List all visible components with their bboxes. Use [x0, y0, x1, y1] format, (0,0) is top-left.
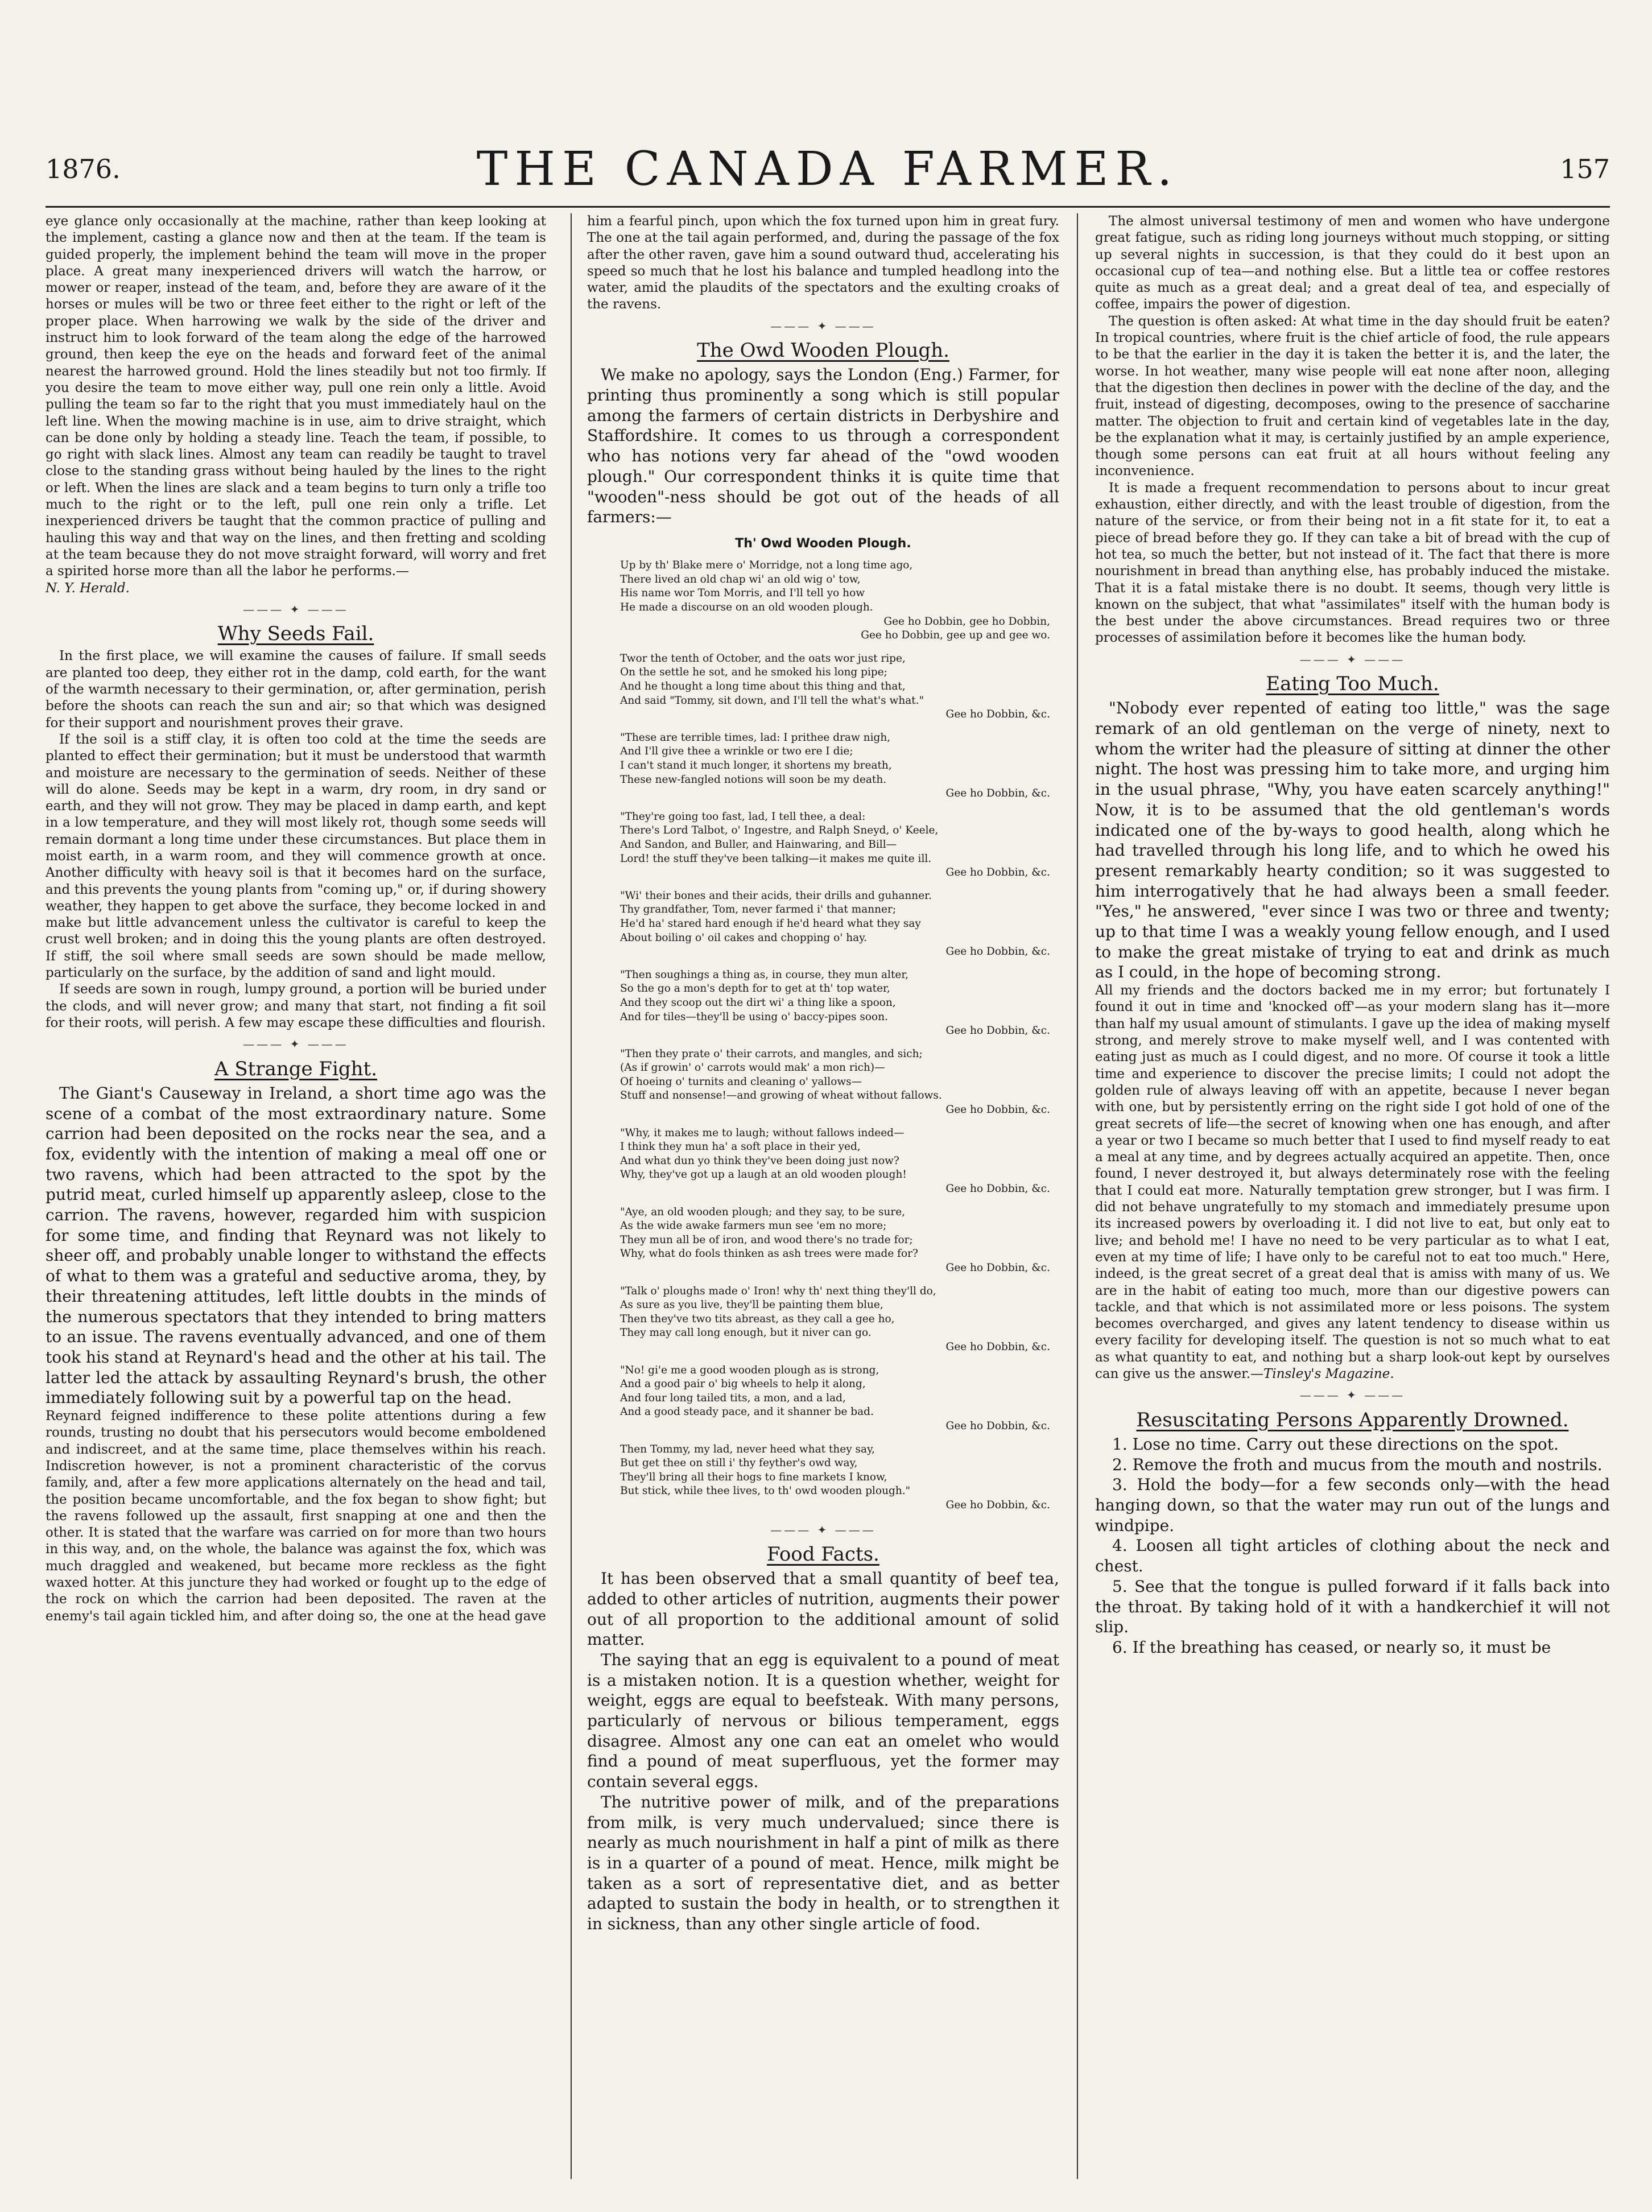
poem-line: Twor the tenth of October, and the oats wor just ripe, — [620, 652, 906, 665]
article-food-facts — [587, 1569, 1059, 1934]
poem-line: On the settle he sot, and he smoked his long pipe; — [620, 666, 887, 679]
poem-line: And he thought a long time about this thing and that, — [620, 680, 906, 693]
poem-line: But get thee on still i' thy feyther's owd way, — [620, 1457, 858, 1470]
paragraph: It is made a frequent recommendation to persons about to incur great exhaustion, either directly, and with the least trouble of digestion, from the nature of the service, or from their being not in a fit state for it, to eat a piece of bread before they go. If they can take a bit of bread with the cup of hot tea, so much the better, but not instead of it. The fact that there is more nourishment in bread than anything else, has probably induced the mistake. That it is a fatal mistake there is no doubt. It seems, though very little is known on the subject, that what "assimilates" itself with the human body is the best under the above circumstances. Bread requires two or three processes of assimilation before it becomes like the human body. — [1095, 480, 1610, 646]
poem-line: Up by th' Blake mere o' Morridge, not a long time ago, — [620, 559, 913, 572]
article-heading: Why Seeds Fail. — [217, 622, 374, 646]
poem-line: As the wide awake farmers mun see 'em no more; — [620, 1220, 887, 1232]
poem-line: "Talk o' ploughs made o' Iron! why th' next thing they'll do, — [620, 1285, 936, 1297]
poem-stanza — [620, 889, 1059, 959]
poem-line: But stick, while thee lives, to th' owd wooden plough." — [620, 1485, 911, 1497]
paragraph: We make no apology, says the London (Eng.) Farmer, for printing thus prominently a song which is still popular among the farmers of certain districts in Derbyshire and Staffordshire. It comes to us through a correspondent who has notions very far ahead of the "owd wooden plough." Our correspondent thinks it is quite time that "wooden"-ness should be got out of the heads of all farmers:— — [587, 365, 1059, 527]
poem-line: Then they've two tits abreast, as they call a gee ho, — [620, 1313, 895, 1325]
poem-line: His name wor Tom Morris, and I'll tell yo how — [620, 587, 865, 600]
column-1 — [46, 213, 546, 2179]
masthead — [46, 142, 1610, 205]
poem-line: Then Tommy, my lad, never heed what they say, — [620, 1443, 875, 1455]
poem-line: And what dun yo think they've been doing just now? — [620, 1154, 899, 1167]
list-item: 6. If the breathing has ceased, or nearly so, it must be — [1112, 1637, 1551, 1657]
poem-line: They may call long enough, but it niver can go. — [620, 1327, 872, 1339]
paragraph: Reynard feigned indifference to these polite attentions during a few rounds, trusting no doubt that his persecutors would become emboldened and indiscreet, and at the same time, place themselves within his reach. Indiscretion however, is not a prominent characteristic of the corvus family, and, after a few more applications alternately on the head and tail, the position became uncomfortable, and the fox began to show fight; but the ravens followed up the assault, first snapping at one and then the other. It is stated that the warfare was carried on for more than two hours in this way, and, on the whole, the balance was against the fox, which was much draggled and weakened, but became more reckless as the fight waxed hotter. At this juncture they had worked or fought up to the edge of the rock on which the carrion had been deposited. The raven at the enemy's tail again tickled him, and after doing so, the one at the head gave — [46, 1409, 546, 1624]
poem-stanza — [620, 1206, 1059, 1276]
poem-chorus: Gee ho Dobbin, &c. — [945, 1025, 1050, 1037]
poem — [587, 559, 1059, 1512]
poem-chorus: Gee ho Dobbin, &c. — [945, 787, 1050, 800]
poem-line: Why, what do fools thinken as ash trees were made for? — [620, 1248, 918, 1260]
poem-stanza — [620, 1047, 1059, 1117]
poem-line: So the go a mon's depth for to get at th' top water, — [620, 983, 890, 995]
paragraph: The almost universal testimony of men and women who have undergone great fatigue, such as riding long journeys without much stopping, or sitting up several nights in succession, is that they could do it best upon an occasional cup of tea—and nothing else. But a little tea or coffee restores quite as much as a great deal; and a great deal of tea, and especially of coffee, impairs the power of digestion. — [1095, 214, 1610, 312]
article-food-facts-continued — [1095, 213, 1610, 647]
column-divider-2 — [1077, 213, 1078, 2179]
poem-stanza — [620, 968, 1059, 1038]
poem-line: (As if growin' o' carrots would mak' a mon rich)— — [620, 1062, 885, 1074]
article-heading: Food Facts. — [767, 1542, 879, 1566]
poem-stanza — [620, 1126, 1059, 1196]
poem-stanza — [620, 1364, 1059, 1434]
poem-line: And I'll give thee a wrinkle or two ere I die; — [620, 745, 853, 758]
poem-stanza — [620, 559, 1059, 643]
paragraph: The nutritive power of milk, and of the preparations from milk, is very much undervalued; since there is nearly as much nourishment in half a pint of milk as there is in a quarter of a pound of meat. Hence, milk might be taken as a sort of representative diet, and as better adapted to sustain the body in health, or to strengthen it in sickness, than any other single article of food. — [587, 1792, 1059, 1934]
paragraph: If seeds are sown in rough, lumpy ground, a portion will be buried under the clods, and will never grow; and many that start, not finding a fit soil for their roots, will perish. A few may escape these difficulties and flourish. — [46, 982, 546, 1030]
article-heading: Resuscitating Persons Apparently Drowned. — [1136, 1408, 1569, 1431]
poem-line: "Then they prate o' their carrots, and mangles, and sich; — [620, 1047, 923, 1060]
poem-stanza — [620, 810, 1059, 880]
page-number: 157 — [1560, 154, 1610, 184]
poem-line: I can't stand it much longer, it shortens my breath, — [620, 760, 892, 772]
newspaper-title: THE CANADA FARMER. — [476, 142, 1179, 196]
poem-chorus: Gee ho Dobbin, gee up and gee wo. — [861, 629, 1050, 642]
poem-chorus: Gee ho Dobbin, &c. — [945, 946, 1050, 958]
poem-line: He made a discourse on an old wooden plough. — [620, 601, 873, 614]
poem-line: And Sandon, and Buller, and Hainwaring, and Bill— — [620, 838, 897, 851]
poem-line: They'll bring all their hogs to fine markets I know, — [620, 1471, 887, 1483]
paragraph: The Giant's Causeway in Ireland, a short time ago was the scene of a combat of the most extraordinary nature. Some carrion had been deposited on the rocks near the sea, and a fox, evidently with the intention of making a meal off one or two ravens, which had been attracted to the spot by the putrid meat, curled himself up apparently asleep, close to the carrion. The ravens, however, regarded him with suspicion for some time, and finding that Reynard was not likely to sheer off, and probably unable longer to withstand the effects of what to them was a grateful and seductive aroma, they, by their threatening attitudes, left little doubts in the minds of the numerous spectators that they intended to bring matters to an issue. The ravens eventually advanced, and one of them took his stand at Reynard's head and the other at his tail. The latter led the attack by assaulting Reynard's brush, the other immediately following suit by a powerful tap on the head. — [46, 1083, 546, 1408]
poem-chorus: Gee ho Dobbin, &c. — [945, 866, 1050, 879]
poem-line: And four long tailed tits, a mon, and a lad, — [620, 1392, 846, 1404]
masthead-rule — [46, 206, 1610, 208]
section-divider: ——— ✦ ——— — [1299, 1388, 1406, 1402]
poem-line: They mun all be of iron, and wood there's no trade for; — [620, 1233, 913, 1246]
article-owd-wooden-plough — [587, 365, 1059, 527]
column-3 — [1095, 213, 1610, 2179]
list-item: 1. Lose no time. Carry out these directions on the spot. — [1112, 1434, 1559, 1454]
poem-chorus: Gee ho Dobbin, gee ho Dobbin, — [883, 615, 1050, 628]
section-divider: ——— ✦ ——— — [770, 1522, 876, 1537]
poem-stanza — [620, 652, 1059, 722]
article-resuscitating — [1095, 1434, 1610, 1658]
poem-line: As sure as you live, they'll be painting them blue, — [620, 1299, 883, 1311]
paragraph: him a fearful pinch, upon which the fox turned upon him in great fury. The one at the tail again performed, and, during the passage of the fox after the other raven, gave him a sound outward thud, accelerating his speed so much that he lost his balance and tumpled headlong into the water, amid the plaudits of the spectators and the exulting croaks of the ravens. — [587, 214, 1059, 312]
poem-line: "Why, it makes me to laugh; without fallows indeed— — [620, 1126, 905, 1139]
poem-stanza — [620, 1443, 1059, 1513]
poem-chorus: Gee ho Dobbin, &c. — [945, 1499, 1050, 1511]
article-why-seeds-fail — [46, 648, 546, 1031]
poem-chorus: Gee ho Dobbin, &c. — [945, 1262, 1050, 1274]
poem-line: And for tiles—they'll be using o' baccy-pipes soon. — [620, 1010, 888, 1023]
poem-line: Stuff and nonsense!—and growing of wheat without fallows. — [620, 1090, 942, 1102]
paragraph — [1095, 983, 1610, 1383]
poem-line: "Aye, an old wooden plough; and they say, to be sure, — [620, 1206, 906, 1218]
paragraph: The question is often asked: At what time in the day should fruit be eaten? In tropical countries, where fruit is the chief article of food, the rule appears to be that the earlier in the day it is taken the better it is, and the later, the worse. In hot weather, many wise people will eat none after noon, alleging that the digestion then declines in power with the decline of the day, and the fruit, instead of digesting, decomposes, owing to the presence of saccharine matter. The objection to fruit and certain kind of vegetables late in the day, be the explanation what it may, is certainly justified by an ample experience, though some persons can eat fruit at all hours without feeling any inconvenience. — [1095, 313, 1610, 479]
paragraph: The saying that an egg is equivalent to a pound of meat is a mistaken notion. It is a question whether, weight for weight, eggs are equal to beefsteak. With many persons, particularly of nervous or bilious temperament, eggs disagree. Almost any one can eat an omelet who would find a pound of meat superfluous, yet the former may contain several eggs. — [587, 1650, 1059, 1792]
article-eating-too-much — [1095, 698, 1610, 1383]
section-divider: ——— ✦ ——— — [1299, 652, 1406, 666]
list-item: 5. See that the tongue is pulled forward if it falls back into the throat. By taking hold of it with a handkerchief it will not slip. — [1095, 1577, 1610, 1637]
poem-stanza — [620, 1285, 1059, 1355]
article-heading: Eating Too Much. — [1266, 672, 1439, 696]
poem-line: "These are terrible times, lad: I prithee draw nigh, — [620, 731, 891, 744]
poem-line: "No! gi'e me a good wooden plough as is strong, — [620, 1364, 879, 1376]
article-heading: The Owd Wooden Plough. — [697, 339, 949, 362]
article-credit: N. Y. Herald. — [46, 580, 130, 596]
poem-chorus: Gee ho Dobbin, &c. — [945, 1183, 1050, 1195]
issue-year: 1876. — [46, 154, 121, 184]
paragraph-text: All my friends and the doctors backed me in my error; but fortunately I found it out in time and 'knocked off'—as your modern slang has it—more than half my usual amount of stimulants. I gave up the idea of making myself strong, and merely strove to make myself well, and I was contented with eating just as much as I could digest, and no more. Of course it took a little time and experience to discover the precise limits; I could not adopt the golden rule of always leaving off with an appetite, because I never began with one, but by persistently erring on the right side I got hold of one of the great secrets of life—the secret of knowing when one has enough, and after a year or two I became so much better that I used to find myself ready to eat a meal at any time, and by degrees actually acquired an appetite. Then, once found, I never destroyed it, but always determinately rose with the feeling that I could eat more. Naturally temptation grew stronger, but I was firm. I did not behave ungratefully to my stomach and immediately presume upon its increased powers by overloading it. I did not live to eat, but only eat to live; and behold me! I have no need to be very particular as to what I eat, even at my time of life; I have only to be careful not to eat too much." Here, indeed, is the great secret of a great deal that is amiss with many of us. We are in the habit of eating too much, more than our digestive powers can tackle, and that which is not assimilated more or less poisons. The system becomes overcharged, and gives any latent tendency to disease within us every facility for developing itself. The question is not so much what to eat as what quantity to eat, and nothing but a sharp look-out kept by ourselves can give us the answer.— — [1095, 983, 1610, 1381]
poem-line: I think they mun ha' a soft place in their yed, — [620, 1141, 861, 1153]
poem-line: "Wi' their bones and their acids, their drills and guhanner. — [620, 889, 932, 902]
poem-title: Th' Owd Wooden Plough. — [735, 537, 911, 551]
poem-line: There lived an old chap wi' an old wig o' tow, — [620, 573, 861, 585]
paragraph: "Nobody ever repented of eating too little," was the sage remark of an old gentleman on the verge of ninety, next to whom the writer had the pleasure of sitting at dinner the other night. The host was pressing him to take more, and urging him in the usual phrase, "Why, you have eaten scarcely anything!" Now, it is to be assumed that the old gentleman's words indicated one of the by-ways to good health, along which he had travelled through his long life, and to which he owed his present remarkably hearty condition; so it was suggested to him interrogatively that he had always been a small feeder. "Yes," he answered, "ever since I was two or three and twenty; up to that time I was a weakly young fellow enough, and I used to make the great mistake of trying to eat and drink as much as I could, in the hope of becoming strong. — [1095, 699, 1610, 982]
column-divider-1 — [571, 213, 572, 2179]
poem-line: "Then soughings a thing as, in course, they mun alter, — [620, 968, 909, 981]
paragraph: In the first place, we will examine the causes of failure. If small seeds are planted too deep, they either rot in the damp, cold earth, for the want of the warmth necessary to their germination, or, after germination, perish before the shoots can reach the sun and air; so that which was designed for their support and nourishment proves their grave. — [46, 649, 546, 731]
article-strange-fight — [46, 1083, 546, 1625]
paragraph: It has been observed that a small quantity of beef tea, added to other articles of nutrition, augments their power out of all proportion to the additional amount of solid matter. — [587, 1569, 1059, 1649]
poem-line: And they scoop out the dirt wi' a thing like a spoon, — [620, 996, 896, 1009]
poem-chorus: Gee ho Dobbin, &c. — [945, 708, 1050, 721]
article-team-driving — [46, 213, 546, 597]
list-item: 2. Remove the froth and mucus from the mouth and nostrils. — [1112, 1455, 1603, 1474]
paragraph: If the soil is a stiff clay, it is often too cold at the time the seeds are planted to effect their germination; but it must be understood that warmth and moisture are necessary to the germination of seeds. Neither of these will do alone. Seeds may be kept in a warm, dry room, in dry sand or earth, and they will not grow. They may be placed in damp earth, and kept in a low temperature, and they will most likely rot, though some seeds will remain dormant a long time under these circumstances. But place them in moist earth, in a warm room, and they will commence growth at once. Another difficulty with heavy soil is that it becomes hard on the surface, and this prevents the young plants from "coming up," or, if during showery weather, they happen to get above the surface, they become locked in and make but little advancement unless the cultivator is careful to keep the crust well broken; and in doing this the young plants are often destroyed. If stiff, the soil where small seeds are sown should be made mellow, particularly on the surface, by the addition of sand and light mould. — [46, 732, 546, 981]
poem-line: He'd ha' stared hard enough if he'd heard what they say — [620, 917, 921, 930]
article-heading: A Strange Fight. — [214, 1057, 378, 1080]
poem-line: "They're going too fast, lad, I tell thee, a deal: — [620, 810, 866, 823]
poem-line: And a good pair o' big wheels to help it along, — [620, 1378, 866, 1390]
poem-line: Why, they've got up a laugh at an old wooden plough! — [620, 1169, 907, 1181]
poem-line: Lord! the stuff they've been talking—it makes me quite ill. — [620, 852, 932, 865]
poem-line: Thy grandfather, Tom, never farmed i' that manner; — [620, 903, 897, 916]
poem-line: About boiling o' oil cakes and chopping o' hay. — [620, 931, 868, 944]
column-2 — [587, 213, 1059, 2179]
section-divider: ——— ✦ ——— — [243, 1037, 349, 1051]
poem-line: There's Lord Talbot, o' Ingestre, and Ralph Sneyd, o' Keele, — [620, 824, 939, 837]
poem-line: These new-fangled notions will soon be my death. — [620, 773, 887, 786]
poem-chorus: Gee ho Dobbin, &c. — [945, 1419, 1050, 1432]
poem-line: And said "Tommy, sit down, and I'll tell the what's what." — [620, 694, 924, 707]
list-item: 4. Loosen all tight articles of clothing about the neck and chest. — [1095, 1536, 1610, 1576]
section-divider: ——— ✦ ——— — [243, 602, 349, 616]
article-credit: Tinsley's Magazine. — [1263, 1366, 1394, 1381]
paragraph: eye glance only occasionally at the machine, rather than keep looking at the implement, casting a glance now and then at the team. If the team is guided properly, the implement behind the team will move in the proper place. A great many inexperienced drivers will watch the harrow, or mower or reaper, instead of the team, and, before they are aware of it the horses or mules will be two or three feet either to the right or left of the proper place. When harrowing we walk by the side of the driver and instruct him to look forward of the team along the edge of the harrowed ground, then keep the eye on the heads and forward feet of the animal nearest the harrowed ground. Hold the lines steadily but not too firmly. If you desire the team to move either way, pull one rein only a little. Avoid pulling the team so far to the right that you must immediately haul on the left line. When the mowing machine is in use, aim to drive straight, which can be done only by holding a steady line. Teach the team, if possible, to go right with slack lines. Almost any team can readily be taught to travel close to the standing grass without being hauled by the lines to the right or left. When the lines are slack and a team begins to turn only a trifle too much to the right or to the left, pull one rein only a trifle. Let inexperienced drivers be taught that the common practice of pulling and hauling this way and that way on the lines, and then fretting and scolding at the team because they do not move straight forward, will worry and fret a spirited horse more than all the labor he performs.— — [46, 214, 546, 579]
poem-line: And a good steady pace, and it shanner be bad. — [620, 1406, 874, 1418]
poem-stanza — [620, 731, 1059, 801]
list-item: 3. Hold the body—for a few seconds only—with the head hanging down, so that the water may run out of the lungs and windpipe. — [1095, 1475, 1610, 1535]
poem-chorus: Gee ho Dobbin, &c. — [945, 1104, 1050, 1116]
section-divider: ——— ✦ ——— — [770, 319, 876, 333]
poem-line: Of hoeing o' turnits and cleaning o' yallows— — [620, 1075, 862, 1088]
poem-chorus: Gee ho Dobbin, &c. — [945, 1340, 1050, 1353]
